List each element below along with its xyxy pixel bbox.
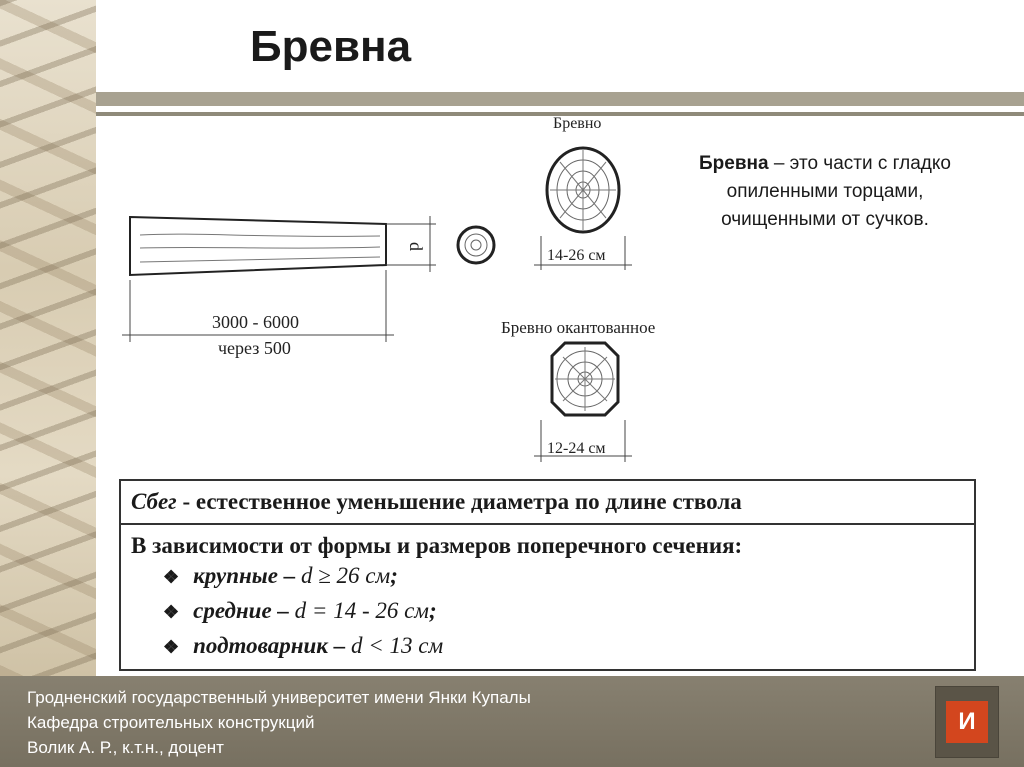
label-d: d <box>406 242 426 251</box>
title-divider-band <box>96 92 1024 106</box>
university-logo <box>935 686 999 758</box>
footer-university: Гродненский государственный университет имени Янки Купалы <box>27 688 531 707</box>
definition-term: Бревна <box>699 153 769 174</box>
list-item: ❖ средние – d = 14 - 26 см; <box>163 598 437 623</box>
classification-heading: В зависимости от формы и размеров поперечного сечения: <box>131 533 743 558</box>
definition-body: – это части с гладко опиленными торцами, очищенными от сучков. <box>721 153 951 230</box>
label-step: через 500 <box>218 338 291 358</box>
footer-author: Волик А. Р., к.т.н., доцент <box>27 738 224 757</box>
logo-mark-icon: И <box>946 701 988 743</box>
list-item: ❖ подтоварник – d < 13 см <box>163 633 444 658</box>
taper-definition-row <box>121 481 974 525</box>
decorative-wood-panel <box>0 0 96 676</box>
slide-title: Бревна <box>250 22 412 71</box>
diamond-bullet-icon: ❖ <box>163 637 180 657</box>
footer-department: Кафедра строительных конструкций <box>27 713 315 732</box>
footer-bar <box>0 676 1024 767</box>
diamond-bullet-icon: ❖ <box>163 567 180 587</box>
taper-term: Сбег <box>131 489 177 514</box>
diamond-bullet-icon: ❖ <box>163 602 180 622</box>
definition-text <box>680 150 970 234</box>
taper-text: - естественное уменьшение диаметра по длине ствола <box>176 489 742 514</box>
label-hewn-log: Бревно окантованное <box>501 318 656 337</box>
log-side-view <box>122 148 632 462</box>
list-item: ❖ крупные – d ≥ 26 см; <box>163 563 398 588</box>
label-length: 3000 - 6000 <box>212 312 299 332</box>
label-log-size: 14-26 см <box>547 247 606 264</box>
log-diagram <box>96 112 716 472</box>
label-hewn-size: 12-24 см <box>547 440 606 457</box>
info-box <box>119 479 976 671</box>
label-log: Бревно <box>553 115 602 132</box>
